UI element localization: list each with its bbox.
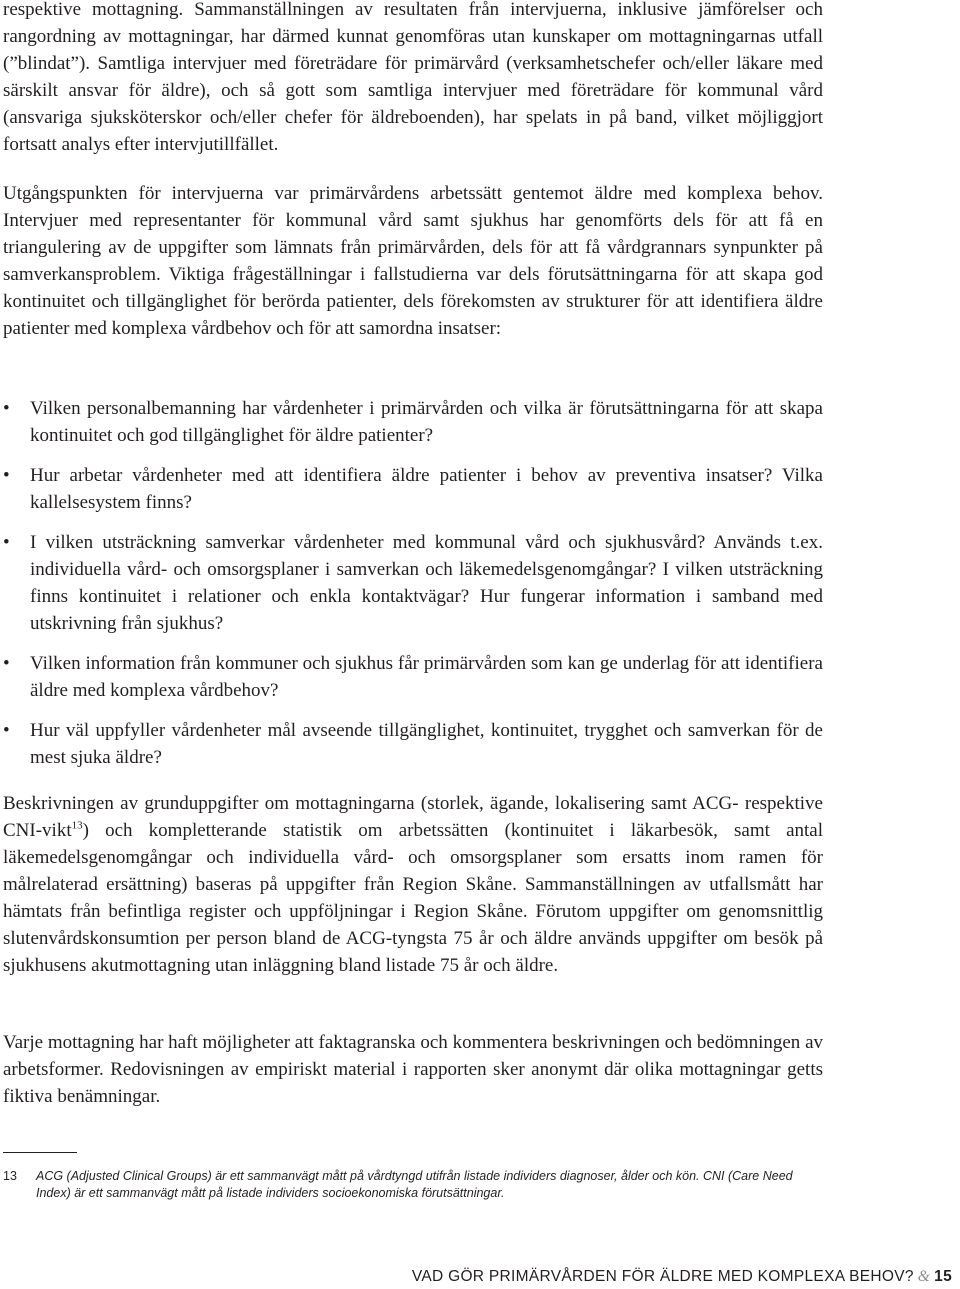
list-item-text: Vilken information från kommuner och sjukhus får primärvården som kan ge underlag för att identifiera äldre med komplexa vårdbehov? [30, 653, 823, 701]
bullet-icon: • [3, 653, 10, 674]
bullet-icon: • [3, 532, 10, 553]
list-item-text: I vilken utsträckning samverkar vårdenheter med kommunal vård och sjukhusvård? Används t.ex. individuella vård- och omsorgsplaner i samverkan och läkemedelsgenomgångar? I vilken utsträckning finns kontinuitet i relationer och enkla kontaktvägar? Hur fungerar information i samband med utskrivning från sjukhus? [30, 532, 823, 634]
paragraph-fact-check: Varje mottagning har haft möjligheter att faktagranska och kommentera beskrivningen och bedömningen av arbetsformer. Redovisningen av empiriskt material i rapporten sker anonymt där olika mottagningar getts fiktiva benämningar. [3, 1032, 823, 1107]
question-list [3, 395, 823, 784]
list-item-text: Vilken personalbemanning har vårdenheter i primärvården och vilka är förutsättningarna för att skapa kontinuitet och god tillgänglighet för äldre patienter? [30, 398, 823, 446]
footer-title: VAD GÖR PRIMÄRVÅRDEN FÖR ÄLDRE MED KOMPLEXA BEHOV? [411, 1268, 914, 1285]
paragraph-text: ) och kompletterande statistik om arbetssätten (kontinuitet i läkarbesök, samt antal läkemedelsgenomgångar och individuella vård- och omsorgsplaner som ersatts inom ramen för målrelaterad ersättning) baseras på uppgifter från Region Skåne. Sammanställningen av utfallsmått har hämtats från befintliga register och uppföljningar i Region Skåne. Förutom uppgifter om genomsnittlig slutenvårdskonsumtion per person bland de ACG-tyngsta 75 år och äldre används uppgifter om besök på sjukhusens akutmottagning utan inläggning bland listade 75 år och äldre. [3, 820, 823, 976]
paragraph-data-sources [3, 790, 823, 979]
paragraph-interview-focus: Utgångspunkten för intervjuerna var primärvårdens arbetssätt gentemot äldre med komplexa behov. Intervjuer med representanter för kommunal vård samt sjukhus har genomförts dels för att få en triangulering av de uppgifter som lämnats från primärvården, dels för att få vårdgrannars synpunkter på samverkansproblem. Viktiga frågeställningar i fallstudierna var dels förutsättningarna för att skapa god kontinuitet och tillgänglighet för berörda patienter, dels förekomsten av strukturer för att identifiera äldre patienter med komplexa vårdbehov och för att samordna insatser: [3, 183, 823, 339]
list-item [3, 650, 823, 704]
page-footer [412, 1268, 952, 1286]
ampersand-icon: & [917, 1268, 931, 1285]
list-item-text: Hur väl uppfyller vårdenheter mål avseende tillgänglighet, kontinuitet, trygghet och samverkan för de mest sjuka äldre? [30, 720, 823, 768]
list-item [3, 395, 823, 449]
paragraph-method-intro: respektive mottagning. Sammanställningen av resultaten från intervjuerna, inklusive jämförelser och rangordning av mottagningar, har därmed kunnat genomföras utan kunskaper om mottagningarnas utfall (”blindat”). Samtliga intervjuer med företrädare för primärvård (verksamhetschefer och/eller läkare med särskilt ansvar för äldre), och så gott som samtliga intervjuer med företrädare för kommunal vård (ansvariga sjuksköterskor och/eller chefer för äldreboenden), har spelats in på band, vilket möjliggjort fortsatt analys efter intervjutillfället. [3, 0, 823, 155]
footnote [3, 1168, 823, 1202]
bullet-icon: • [3, 720, 10, 741]
footnote-number: 13 [3, 1169, 17, 1183]
bullet-icon: • [3, 398, 10, 419]
list-item [3, 717, 823, 771]
list-item-text: Hur arbetar vårdenheter med att identifiera äldre patienter i behov av preventiva insatser? Vilka kallelsesystem finns? [30, 465, 823, 513]
list-item [3, 462, 823, 516]
page-number: 15 [934, 1268, 952, 1285]
bullet-icon: • [3, 465, 10, 486]
footnote-divider [3, 1152, 77, 1153]
paragraph-text: Beskrivningen av grunduppgifter om mottagningarna (storlek, ägande, lokalisering samt ACG- respektive CNI-vikt [3, 793, 823, 841]
footnote-text: ACG (Adjusted Clinical Groups) är ett sammanvägt mått på vårdtyngd utifrån listade individers diagnoser, ålder och kön. CNI (Care Need Index) är ett sammanvägt mått på listade individers socioekonomiska förutsättningar. [36, 1169, 793, 1200]
footnote-reference[interactable]: 13 [71, 819, 83, 832]
list-item [3, 529, 823, 637]
